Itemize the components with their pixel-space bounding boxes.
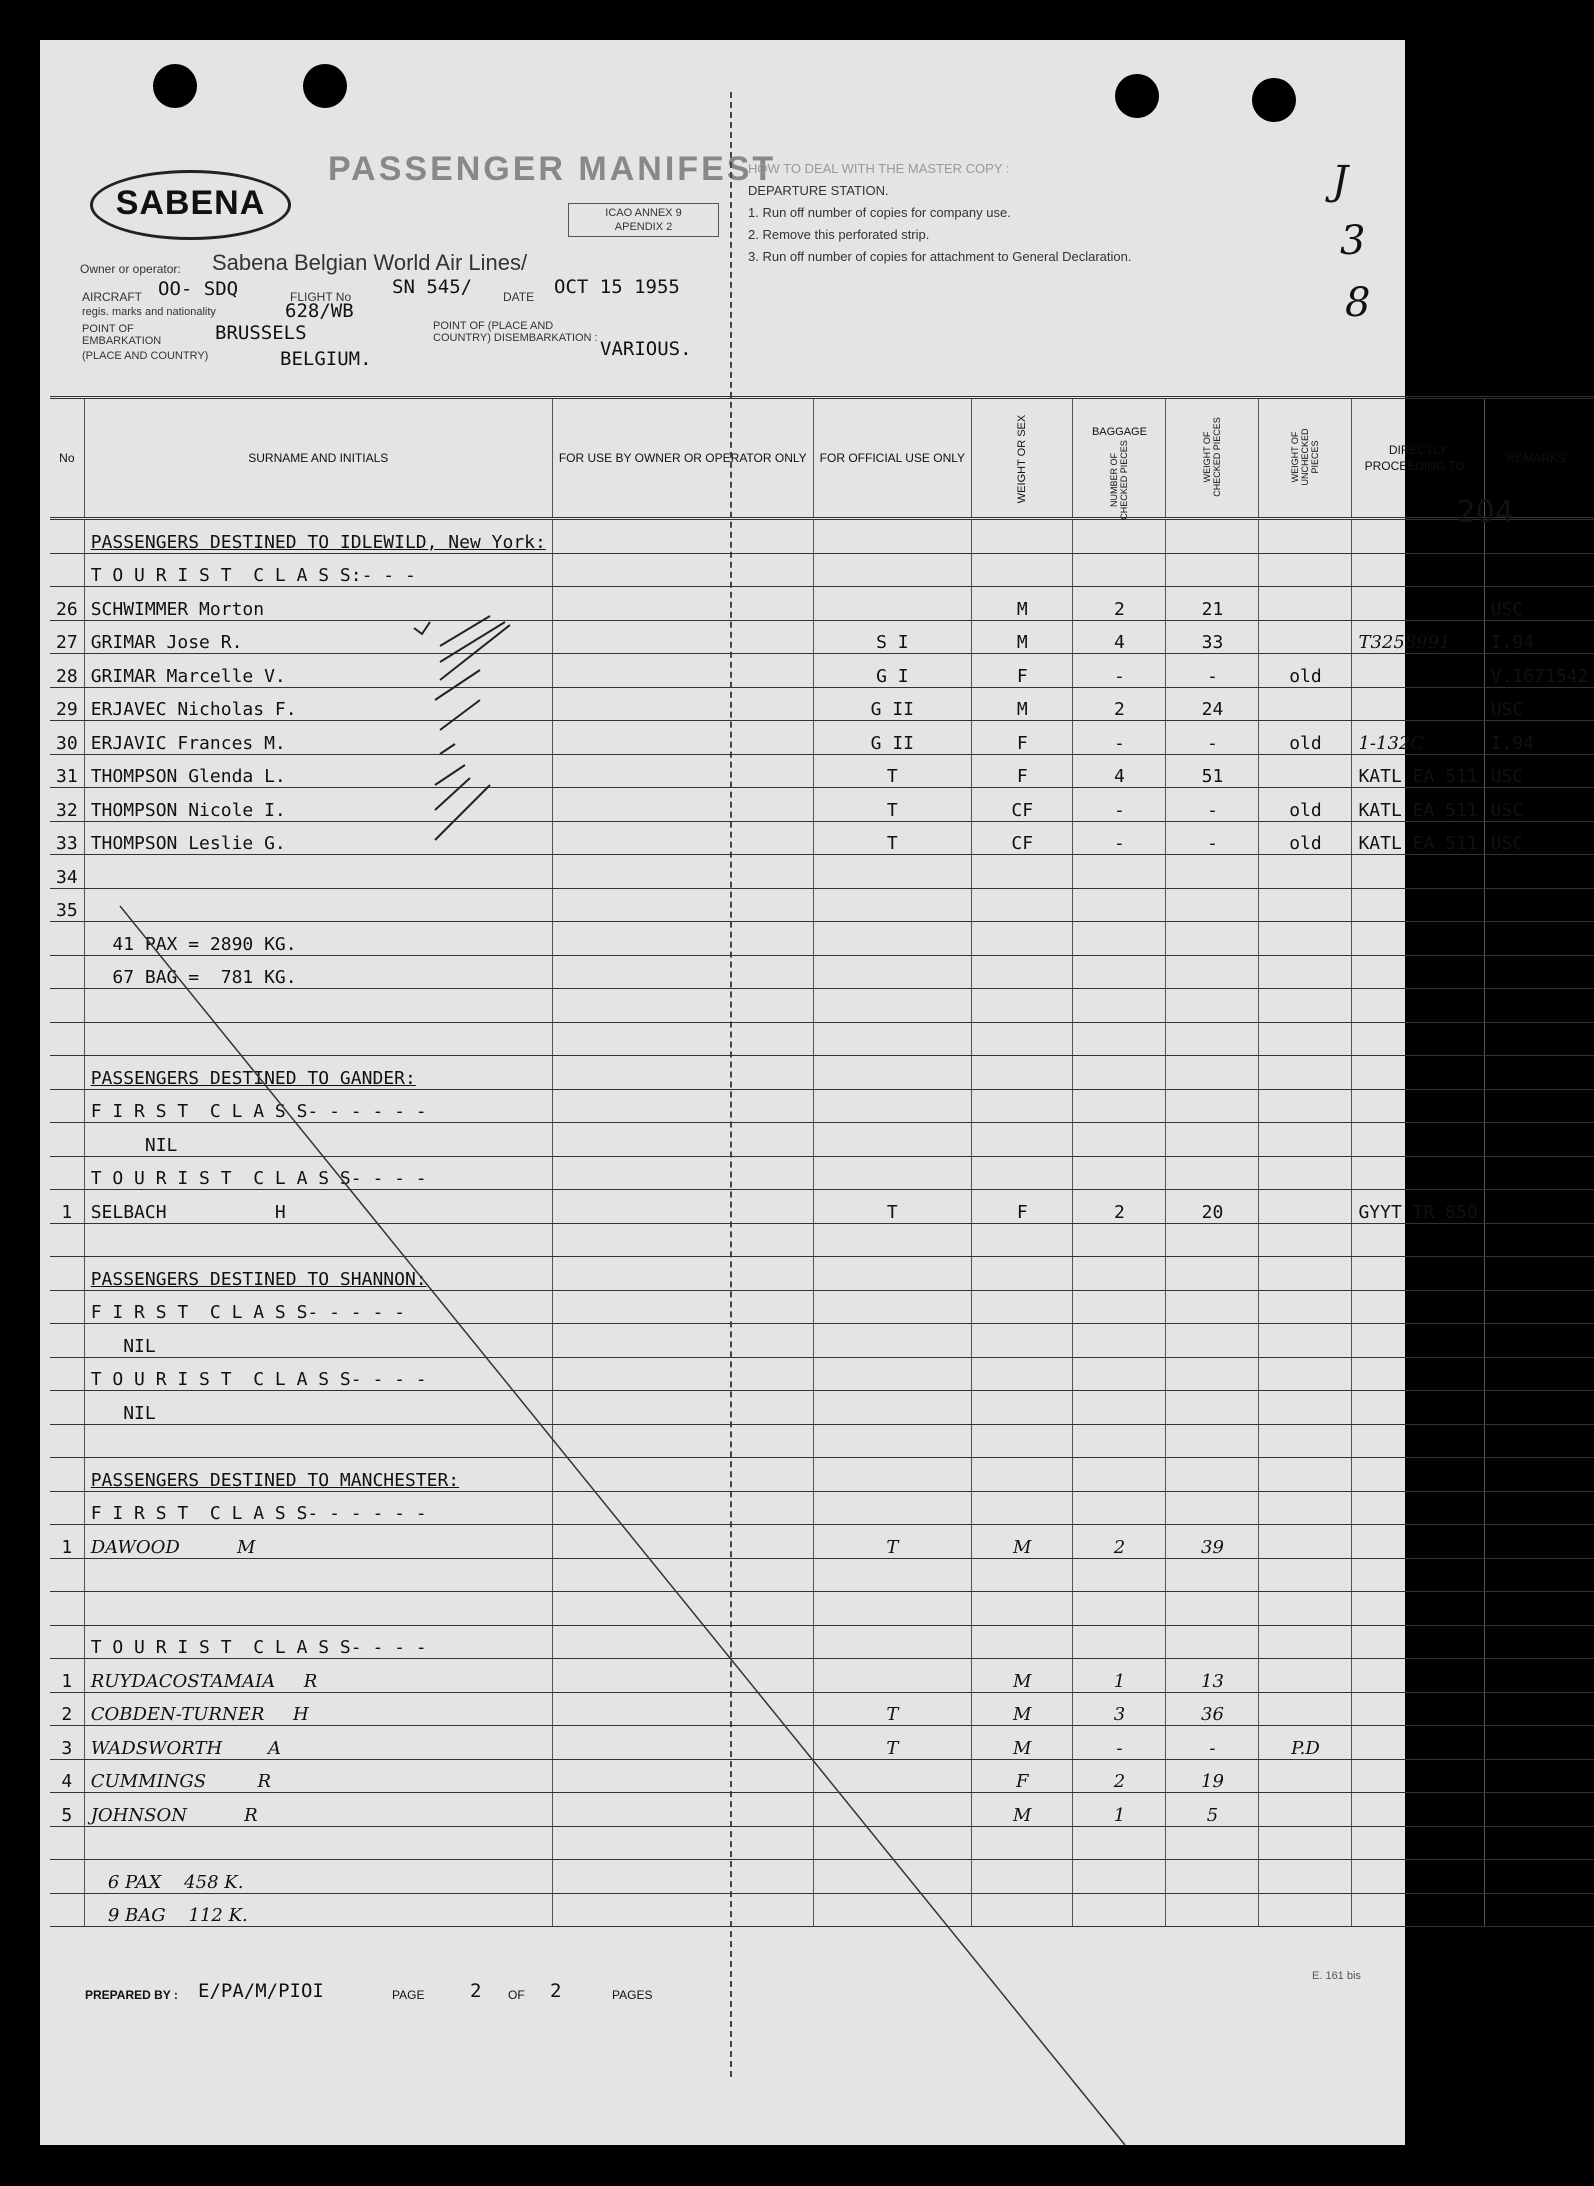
checked-weight-cell: 19 — [1166, 1759, 1259, 1793]
row-number: 4 — [50, 1759, 84, 1793]
checked-weight-cell: 36 — [1166, 1692, 1259, 1726]
passenger-name: PASSENGERS DESTINED TO MANCHESTER: — [84, 1458, 552, 1492]
passenger-name: ERJAVIC Frances M. — [84, 721, 552, 755]
page-number-note: 204 — [1456, 495, 1514, 530]
checked-weight-cell: 13 — [1166, 1659, 1259, 1693]
checked-pieces-cell: 2 — [1073, 1525, 1166, 1559]
official-use-cell: G II — [813, 687, 971, 721]
disembark-value: VARIOUS. — [600, 338, 692, 360]
checked-pieces-cell: 3 — [1073, 1692, 1166, 1726]
row-number: 35 — [50, 888, 84, 922]
remarks-cell — [1484, 1860, 1594, 1894]
row-number: 31 — [50, 754, 84, 788]
passenger-name: T O U R I S T C L A S S- - - - — [84, 1357, 552, 1391]
aircraft-value: OO- SDQ — [158, 278, 239, 300]
remarks-cell — [1484, 1458, 1594, 1492]
checked-pieces-cell: - — [1073, 1726, 1166, 1760]
passenger-name: ERJAVEC Nicholas F. — [84, 687, 552, 721]
remarks-cell: USC — [1484, 821, 1594, 855]
checked-pieces-cell: - — [1073, 654, 1166, 688]
remarks-cell — [1484, 1022, 1594, 1056]
checked-pieces-cell: - — [1073, 788, 1166, 822]
official-use-cell: T — [813, 1190, 971, 1224]
remarks-cell — [1484, 989, 1594, 1023]
checked-pieces-cell: 2 — [1073, 1190, 1166, 1224]
weight-or-sex-cell: M — [972, 620, 1073, 654]
remarks-cell — [1484, 955, 1594, 989]
checked-pieces-cell: 2 — [1073, 587, 1166, 621]
row-number: 33 — [50, 821, 84, 855]
remarks-cell — [1484, 1659, 1594, 1693]
unchecked-weight-cell: old — [1259, 721, 1352, 755]
remarks-cell — [1484, 922, 1594, 956]
weight-or-sex-cell: CF — [972, 821, 1073, 855]
row-number: 29 — [50, 687, 84, 721]
regis-label: regis. marks and nationality — [82, 306, 216, 318]
passenger-name: SCHWIMMER Morton — [84, 587, 552, 621]
remarks-cell — [1484, 1257, 1594, 1291]
remarks-cell — [1484, 1056, 1594, 1090]
row-number: 2 — [50, 1692, 84, 1726]
col-weight-sex-label: WEIGHT OR SEX — [1016, 414, 1029, 504]
instruction-line: 1. Run off number of copies for company use. — [748, 205, 1011, 220]
official-use-cell: S I — [813, 620, 971, 654]
checked-weight-cell: 21 — [1166, 587, 1259, 621]
remarks-cell — [1484, 1089, 1594, 1123]
official-use-cell: T — [813, 754, 971, 788]
prepared-value: E/PA/M/PIOI — [198, 1980, 324, 2002]
remarks-cell — [1484, 1793, 1594, 1827]
remarks-cell — [1484, 855, 1594, 889]
passenger-name: 67 BAG = 781 KG. — [84, 955, 552, 989]
row-number: 1 — [50, 1525, 84, 1559]
passenger-name: WADSWORTH A — [84, 1726, 552, 1760]
passenger-name: CUMMINGS R — [84, 1759, 552, 1793]
checked-pieces-cell: 1 — [1073, 1659, 1166, 1693]
date-label: DATE — [503, 290, 535, 304]
col-official-use: FOR OFFICIAL USE ONLY — [813, 398, 971, 519]
checked-weight-cell: - — [1166, 654, 1259, 688]
row-number: 5 — [50, 1793, 84, 1827]
col-remarks-label: REMARKS : — [1506, 451, 1573, 465]
passenger-name: F I R S T C L A S S- - - - - - — [84, 1491, 552, 1525]
passenger-name: PASSENGERS DESTINED TO SHANNON: — [84, 1257, 552, 1291]
passenger-name: T O U R I S T C L A S S- - - - — [84, 1625, 552, 1659]
unchecked-weight-cell: old — [1259, 654, 1352, 688]
remarks-cell — [1484, 1893, 1594, 1927]
checked-weight-cell: - — [1166, 821, 1259, 855]
checked-weight-cell: 24 — [1166, 687, 1259, 721]
row-number: 1 — [50, 1190, 84, 1224]
aircraft-label: AIRCRAFT — [82, 290, 142, 304]
passenger-name: PASSENGERS DESTINED TO IDLEWILD, New York: — [84, 519, 552, 554]
col-weight-checked-label: WEIGHT OF CHECKED PIECES — [1202, 417, 1223, 497]
page-value: 2 — [470, 1980, 482, 2002]
remarks-cell: I.94 — [1484, 620, 1594, 654]
cancellation-line — [40, 40, 1405, 2145]
official-use-cell: T — [813, 1726, 971, 1760]
passenger-name: PASSENGERS DESTINED TO GANDER: — [84, 1056, 552, 1090]
col-num-checked-label: NUMBER OF CHECKED PIECES — [1109, 440, 1130, 520]
weight-or-sex-cell: CF — [972, 788, 1073, 822]
remarks-cell: V.1671542 — [1484, 654, 1594, 688]
proceeding-to-cell: 1-132C — [1352, 721, 1484, 755]
sabena-logo: SABENA — [90, 170, 291, 240]
proceeding-to-cell: T3258991 — [1352, 620, 1484, 654]
row-number: 28 — [50, 654, 84, 688]
weight-or-sex-cell: M — [972, 1692, 1073, 1726]
col-surname: SURNAME AND INITIALS — [84, 398, 552, 519]
remarks-cell — [1484, 1726, 1594, 1760]
passenger-name: THOMPSON Glenda L. — [84, 754, 552, 788]
remarks-cell: USC — [1484, 754, 1594, 788]
weight-or-sex-cell: M — [972, 687, 1073, 721]
margin-note: J — [1332, 158, 1349, 204]
checked-weight-cell: 51 — [1166, 754, 1259, 788]
remarks-cell — [1484, 1156, 1594, 1190]
col-owner-use: FOR USE BY OWNER OR OPERATOR ONLY — [552, 398, 813, 519]
passenger-name: 6 PAX 458 K. — [84, 1860, 552, 1894]
remarks-cell — [1484, 1625, 1594, 1659]
remarks-cell — [1484, 1290, 1594, 1324]
margin-note: 8 — [1345, 280, 1371, 326]
instruction-line: 2. Remove this perforated strip. — [748, 227, 930, 242]
remarks-cell — [1484, 1759, 1594, 1793]
checked-pieces-cell: - — [1073, 721, 1166, 755]
checked-weight-cell: 39 — [1166, 1525, 1259, 1559]
checked-weight-cell: 5 — [1166, 1793, 1259, 1827]
remarks-cell — [1484, 1357, 1594, 1391]
passenger-name: RUYDACOSTAMAIA R — [84, 1659, 552, 1693]
checked-pieces-cell: - — [1073, 821, 1166, 855]
owner-value: Sabena Belgian World Air Lines/ — [212, 250, 528, 275]
weight-or-sex-cell: M — [972, 1726, 1073, 1760]
pages-label: PAGES — [612, 1988, 653, 2002]
regis-value: 628/WB — [285, 300, 354, 322]
passenger-name: COBDEN-TURNER H — [84, 1692, 552, 1726]
proceeding-to-cell: KATL EA 511 — [1352, 754, 1484, 788]
checked-weight-cell: 33 — [1166, 620, 1259, 654]
remarks-cell — [1484, 1525, 1594, 1559]
passenger-name: T O U R I S T C L A S S- - - - — [84, 1156, 552, 1190]
embark-country: BELGIUM. — [280, 348, 372, 370]
remarks-cell — [1484, 888, 1594, 922]
checked-pieces-cell: 1 — [1073, 1793, 1166, 1827]
disembark-label: POINT OF (PLACE AND COUNTRY) DISEMBARKATION : — [433, 320, 598, 344]
weight-or-sex-cell: F — [972, 654, 1073, 688]
official-use-cell: T — [813, 821, 971, 855]
weight-or-sex-cell: F — [972, 1190, 1073, 1224]
passenger-name: GRIMAR Jose R. — [84, 620, 552, 654]
remarks-cell — [1484, 1123, 1594, 1157]
instruction-line: 3. Run off number of copies for attachment to General Declaration. — [748, 249, 1132, 264]
prepared-label: PREPARED BY : — [85, 1988, 178, 2002]
row-number: 30 — [50, 721, 84, 755]
passenger-name: 41 PAX = 2890 KG. — [84, 922, 552, 956]
checked-weight-cell: 20 — [1166, 1190, 1259, 1224]
col-no: No — [50, 398, 84, 519]
weight-or-sex-cell: M — [972, 1793, 1073, 1827]
row-number: 32 — [50, 788, 84, 822]
checked-pieces-cell: 4 — [1073, 754, 1166, 788]
checked-pieces-cell: 2 — [1073, 1759, 1166, 1793]
of-value: 2 — [550, 1980, 562, 2002]
remarks-cell — [1484, 1324, 1594, 1358]
official-use-cell: T — [813, 788, 971, 822]
passenger-name: F I R S T C L A S S- - - - - — [84, 1290, 552, 1324]
official-use-cell: G II — [813, 721, 971, 755]
weight-or-sex-cell: F — [972, 721, 1073, 755]
passenger-name: 9 BAG 112 K. — [84, 1893, 552, 1927]
proceeding-to-cell: GYYT TR 850 — [1352, 1190, 1484, 1224]
weight-or-sex-cell: F — [972, 1759, 1073, 1793]
checked-pieces-cell: 2 — [1073, 687, 1166, 721]
remarks-cell — [1484, 1692, 1594, 1726]
remarks-cell — [1484, 1424, 1594, 1458]
remarks-cell: USC — [1484, 587, 1594, 621]
row-number: 3 — [50, 1726, 84, 1760]
margin-note: 3 — [1340, 218, 1366, 264]
row-number: 34 — [50, 855, 84, 889]
flight-value: SN 545/ — [392, 276, 473, 298]
passenger-name: NIL — [84, 1324, 552, 1358]
flight-label: FLIGHT No — [290, 290, 352, 304]
embark-sub: (PLACE AND COUNTRY) — [82, 350, 209, 362]
weight-or-sex-cell: M — [972, 587, 1073, 621]
official-use-cell: G I — [813, 654, 971, 688]
instruction-line: DEPARTURE STATION. — [748, 183, 889, 198]
remarks-cell — [1484, 1491, 1594, 1525]
unchecked-weight-cell: old — [1259, 821, 1352, 855]
row-number: 1 — [50, 1659, 84, 1693]
remarks-cell — [1484, 1558, 1594, 1592]
unchecked-weight-cell: P.D — [1259, 1726, 1352, 1760]
remarks-cell — [1484, 1190, 1594, 1224]
instruction-line: HOW TO DEAL WITH THE MASTER COPY : — [748, 161, 1010, 176]
proceeding-to-cell: KATL EA 511 — [1352, 821, 1484, 855]
checked-pieces-cell: 4 — [1073, 620, 1166, 654]
passenger-name: GRIMAR Marcelle V. — [84, 654, 552, 688]
passenger-name: DAWOOD M — [84, 1525, 552, 1559]
col-weight-unchecked-label: WEIGHT OF UNCHECKED PIECES — [1290, 428, 1321, 486]
of-label: OF — [508, 1988, 525, 2002]
row-number: 26 — [50, 587, 84, 621]
remarks-cell: I.94 — [1484, 721, 1594, 755]
col-proceeding: DIRECTLY PROCEEDING TO : — [1352, 398, 1484, 519]
remarks-cell — [1484, 1391, 1594, 1425]
remarks-cell: USC — [1484, 687, 1594, 721]
weight-or-sex-cell: M — [972, 1525, 1073, 1559]
passenger-name: NIL — [84, 1391, 552, 1425]
passenger-name: NIL — [84, 1123, 552, 1157]
form-code: E. 161 bis — [1312, 1970, 1361, 1982]
embark-label: POINT OF EMBARKATION — [82, 323, 162, 347]
passenger-name: THOMPSON Nicole I. — [84, 788, 552, 822]
checked-weight-cell: - — [1166, 1726, 1259, 1760]
row-number: 27 — [50, 620, 84, 654]
page-label: PAGE — [392, 1988, 425, 2002]
manifest-page — [40, 40, 1589, 2145]
passenger-name: T O U R I S T C L A S S:- - - — [84, 553, 552, 587]
remarks-cell — [1484, 553, 1594, 587]
remarks-cell — [1484, 1223, 1594, 1257]
remarks-cell — [1484, 1826, 1594, 1860]
remarks-cell: USC — [1484, 788, 1594, 822]
passenger-name: SELBACH H — [84, 1190, 552, 1224]
owner-label: Owner or operator: — [80, 262, 181, 276]
date-value: OCT 15 1955 — [554, 276, 680, 298]
embark-value: BRUSSELS — [215, 322, 307, 344]
weight-or-sex-cell: M — [972, 1659, 1073, 1693]
annex-line-1: ICAO ANNEX 9 — [605, 207, 682, 219]
checked-weight-cell: - — [1166, 721, 1259, 755]
page-title: PASSENGER MANIFEST — [328, 150, 777, 188]
checked-weight-cell: - — [1166, 788, 1259, 822]
baggage-heading: BAGGAGE — [1091, 426, 1147, 438]
passenger-name: THOMPSON Leslie G. — [84, 821, 552, 855]
official-use-cell: T — [813, 1525, 971, 1559]
proceeding-to-cell: KATL EA 511 — [1352, 788, 1484, 822]
passenger-name: F I R S T C L A S S- - - - - - — [84, 1089, 552, 1123]
passenger-name: JOHNSON R — [84, 1793, 552, 1827]
weight-or-sex-cell: F — [972, 754, 1073, 788]
official-use-cell: T — [813, 1692, 971, 1726]
unchecked-weight-cell: old — [1259, 788, 1352, 822]
col-remarks — [1456, 398, 1594, 530]
remarks-cell — [1484, 1592, 1594, 1626]
annex-line-2: APENDIX 2 — [614, 221, 673, 233]
